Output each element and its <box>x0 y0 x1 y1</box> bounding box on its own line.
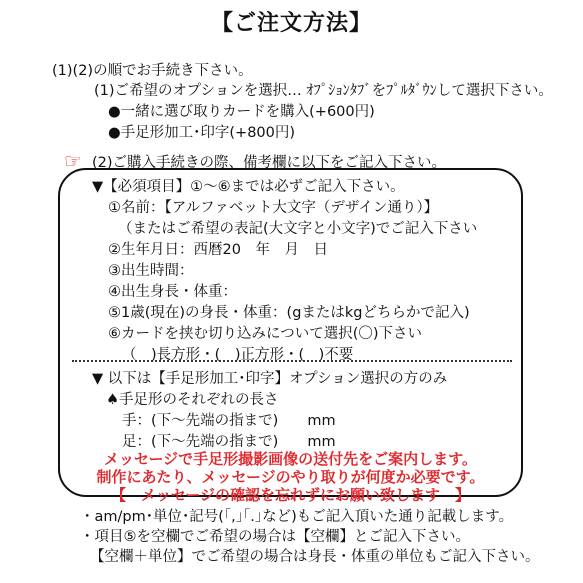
footnote-format: ・am/pm･単位･記号(｢,｣｢.｣など)もご記入頂いた通り記載します。 <box>80 509 514 525</box>
required-item-current-size: ⑤1歳(現在)の身長・体重：(gまたはkgどちらかで記入) <box>108 305 470 321</box>
notice-address: メッセージで手足形撮影画像の送付先をご案内します。 <box>104 450 477 468</box>
card-slit-choices: （ )長方形・( )正方形・( )不要 <box>122 347 354 363</box>
foot-length: 足：(下～先端の指まで) mm <box>122 434 336 450</box>
notice-check: 【 メッセージの確認を忘れずにお願い致します 】 <box>110 486 471 504</box>
notice-messages: 制作にあたり、メッセージのやり取りが何度か必要です。 <box>96 468 485 486</box>
required-heading: ▼【必須項目】①～⑥までは必ずご記入下さい。 <box>92 179 405 195</box>
required-item-name: ①名前：【アルファベット大文字（デザイン通り）】 <box>108 200 439 216</box>
required-item-birth-size: ④出生身長・体重： <box>108 284 237 300</box>
step1-instruction: (1)ご希望のオプションを選択… ｵﾌﾟｼｮﾝﾀﾌﾞをﾌﾟﾙﾀﾞｳﾝして選択下さい。 <box>94 83 553 99</box>
required-item-card-slit: ⑥カードを挟む切り込みについて選択(〇)下さい <box>108 326 423 342</box>
option-subheading: ♠手足形のそれぞれの長さ <box>106 392 279 408</box>
option-card: ●一緒に選び取りカードを購入(+600円) <box>108 104 375 120</box>
page-title: 【ご注文方法】 <box>210 11 372 36</box>
required-item-birthdate: ②生年月日：西暦20 年 月 日 <box>108 242 328 258</box>
steps-intro: (1)(2)の順でお手続き下さい。 <box>52 63 253 79</box>
dotted-divider <box>72 360 512 362</box>
footnote-blank: ・項目⑤を空欄でご希望の場合は【空欄】とご記入下さい。 <box>80 529 470 545</box>
required-item-name-note: （またはご希望の表記(大文字と小文字)でご記入下さい <box>118 221 478 237</box>
pointing-hand-icon: ☞ <box>64 149 82 173</box>
option-handfoot: ●手足形加工･印字(+800円) <box>108 125 296 141</box>
step2-text: (2)ご購入手続きの際、備考欄に以下をご記入下さい。 <box>92 155 447 171</box>
option-heading: ▼ 以下は【手足形加工･印字】オプション選択の方のみ <box>92 371 448 387</box>
required-item-birthtime: ③出生時間： <box>108 263 194 279</box>
hand-length: 手：(下～先端の指まで) mm <box>122 413 336 429</box>
footnote-blank-unit: 【空欄＋単位】でご希望の場合は身長・体重の単位もご記入下さい。 <box>90 549 540 565</box>
